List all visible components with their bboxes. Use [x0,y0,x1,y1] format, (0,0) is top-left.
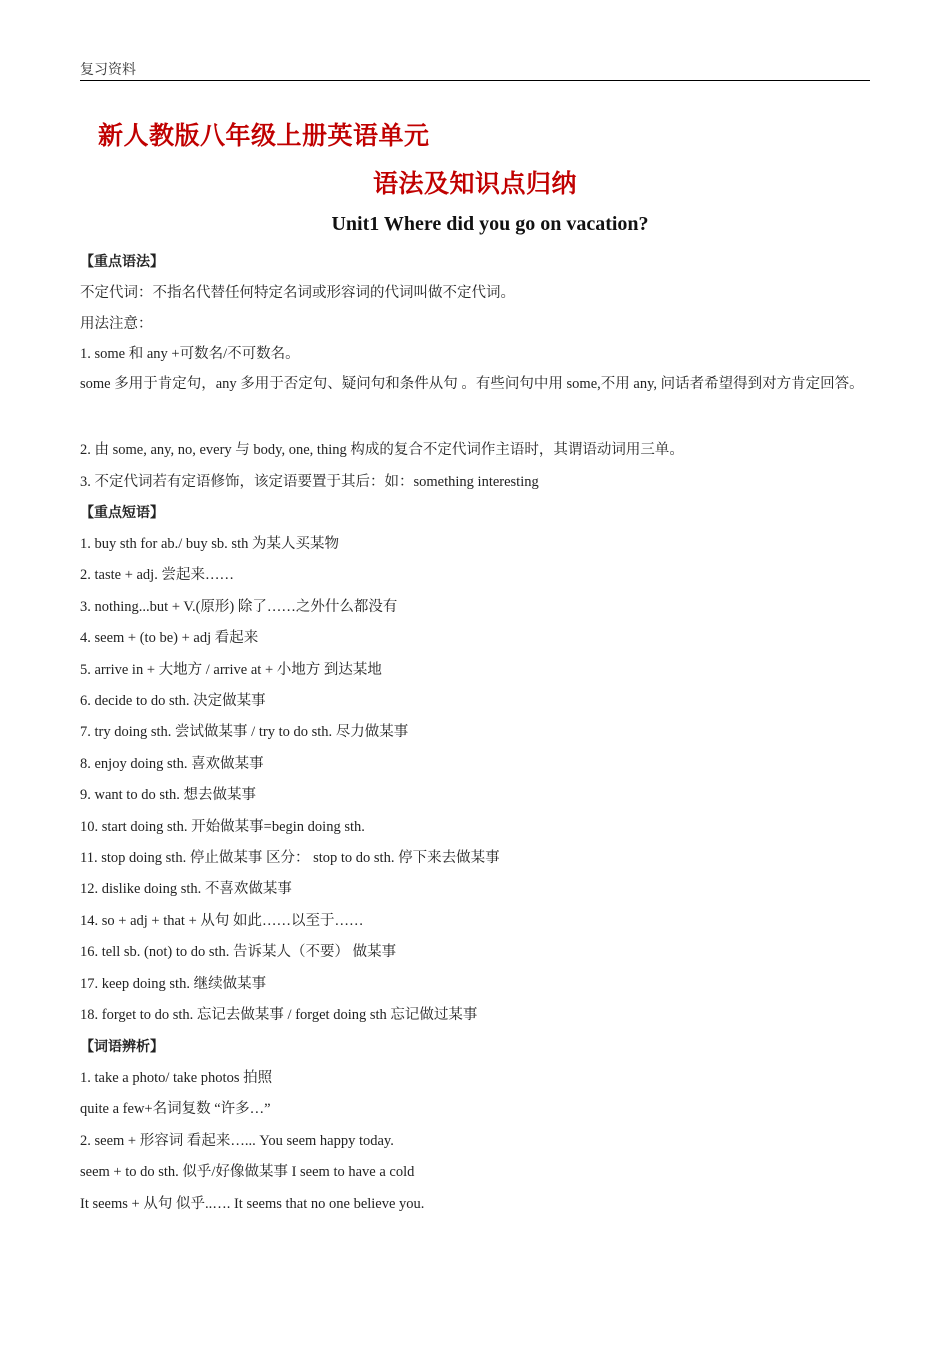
word-analysis-item: It seems + 从句 似乎..…. It seems that no one believe you. [80,1196,425,1212]
document-title-line-2: 语法及知识点归纳 [372,169,577,198]
phrase-item: 6. decide to do sth. 决定做某事 [80,693,266,709]
phrase-item: 2. taste + adj. 尝起来…… [80,567,234,583]
phrase-item: 7. try doing sth. 尝试做某事 / try to do sth. 尽力做某事 [80,724,409,740]
word-analysis-item: 2. seem + 形容词 看起来…... You seem happy today. [80,1133,394,1149]
phrase-item: 11. stop doing sth. 停止做某事 区分： stop to do sth. 停下来去做某事 [80,850,500,866]
phrase-item: 4. seem + (to be) + adj 看起来 [80,630,259,646]
phrase-item: 12. dislike doing sth. 不喜欢做某事 [80,881,292,897]
word-analysis-item: seem + to do sth. 似乎/好像做某事 I seem to have a cold [80,1164,415,1180]
phrase-item: 16. tell sb. (not) to do sth. 告诉某人（不要） 做某事 [80,944,397,960]
phrases-heading: 【重点短语】 [80,505,164,521]
phrase-item: 5. arrive in + 大地方 / arrive at + 小地方 到达某地 [80,662,382,678]
phrase-item: 10. start doing sth. 开始做某事=begin doing sth. [80,819,365,835]
phrase-item: 1. buy sth for ab./ buy sb. sth 为某人买某物 [80,536,339,552]
phrase-item: 14. so + adj + that + 从句 如此……以至于…… [80,913,364,929]
word-analysis-item: 1. take a photo/ take photos 拍照 [80,1070,273,1086]
grammar-usage-note: 用法注意： [80,316,153,332]
grammar-definition: 不定代词：不指名代替任何特定名词或形容词的代词叫做不定代词。 [80,285,515,301]
phrase-item: 9. want to do sth. 想去做某事 [80,787,257,803]
unit-title: Unit1 Where did you go on vacation? [331,213,649,235]
phrase-item: 17. keep doing sth. 继续做某事 [80,976,267,992]
page-header: 复习资料 [80,60,870,81]
phrase-item: 18. forget to do sth. 忘记去做某事 / forget doing sth 忘记做过某事 [80,1007,478,1023]
phrase-item: 8. enjoy doing sth. 喜欢做某事 [80,756,264,772]
grammar-rule-1: 1. some 和 any +可数名/不可数名。 [80,346,300,362]
grammar-rule-2: 2. 由 some, any, no, every 与 body, one, thing 构成的复合不定代词作主语时，其谓语动词用三单。 [80,442,684,458]
word-analysis-heading: 【词语辨析】 [80,1039,164,1055]
grammar-rule-1-detail: some 多用于肯定句，any 多用于否定句、疑问句和条件从句 。有些问句中用 some,不用 any, 问话者希望得到对方肯定回答。 [80,376,864,392]
grammar-rule-3: 3. 不定代词若有定语修饰，该定语要置于其后：如：something interesting [80,474,539,490]
document-title-line-1: 新人教版八年级上册英语单元 [98,121,430,150]
phrase-item: 3. nothing...but + V.(原形) 除了……之外什么都没有 [80,599,398,615]
grammar-heading: 【重点语法】 [80,254,164,270]
word-analysis-item: quite a few+名词复数 “许多…” [80,1101,271,1117]
